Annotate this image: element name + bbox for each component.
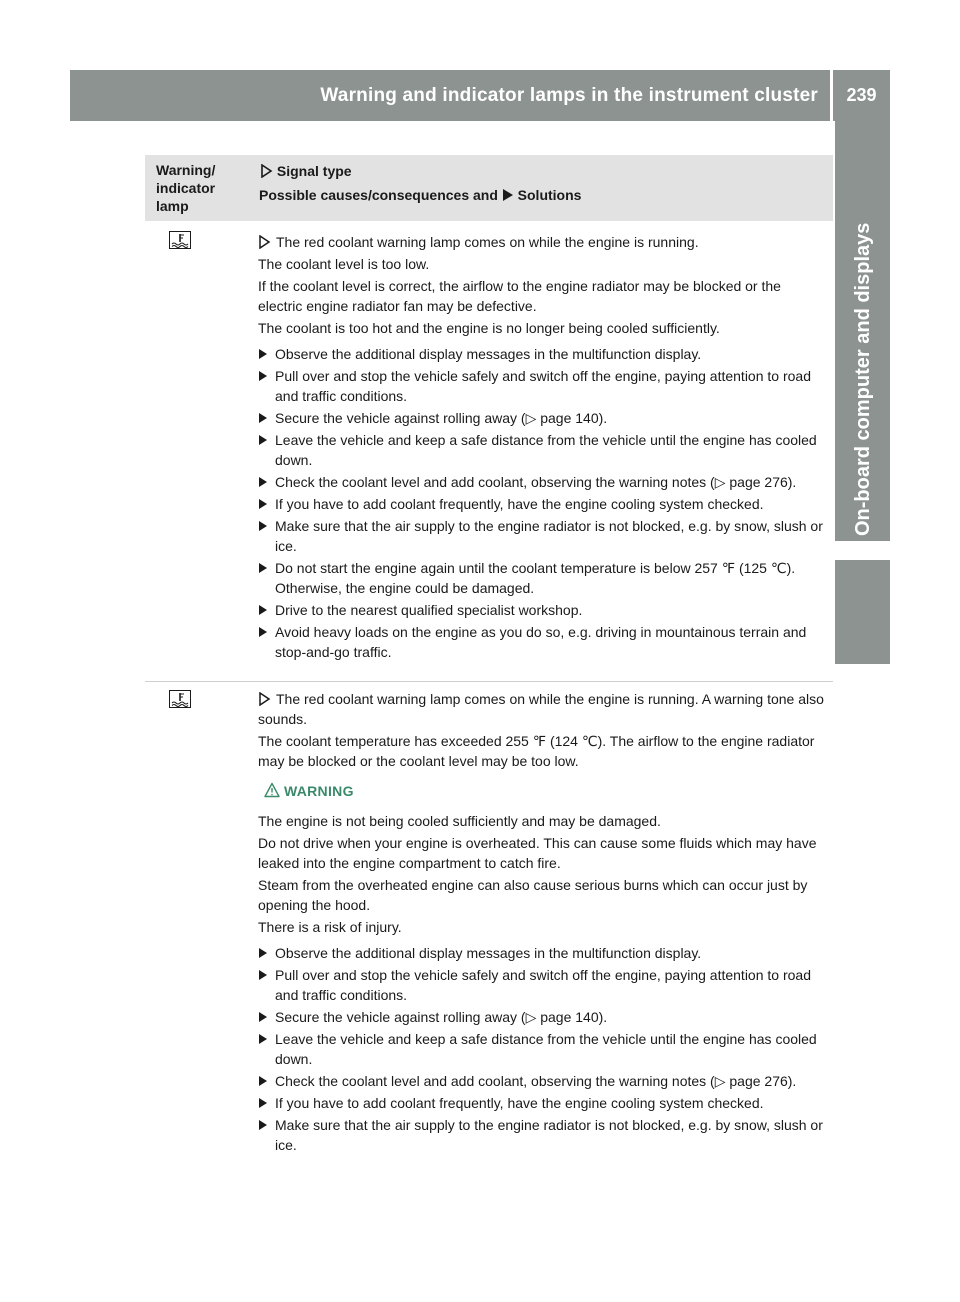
warning-heading: WARNING [258, 781, 828, 801]
action-arrow-icon [259, 435, 267, 445]
action-arrow-icon [259, 1012, 267, 1022]
action-arrow-icon [259, 1120, 267, 1130]
cause-text: The coolant is too hot and the engine is no longer being cooled sufficiently. [258, 320, 720, 336]
solution-step: Make sure that the air supply to the engine radiator is not blocked, e.g. by snow, slush or ice. [258, 516, 828, 556]
warning-text: Do not drive when your engine is overheated. This can cause some fluids which may have leaked into the engine compartment to catch fire. [258, 835, 817, 871]
coolant-temperature-icon [169, 690, 191, 708]
solution-step: Observe the additional display messages in the multifunction display. [258, 943, 828, 963]
solution-step: Check the coolant level and add coolant, observing the warning notes (▷ page 276). [258, 472, 828, 492]
cause-text: The coolant level is too low. [258, 256, 430, 272]
solution-step: Leave the vehicle and keep a safe distance from the vehicle until the engine has cooled down. [258, 430, 828, 470]
action-arrow-icon [259, 371, 267, 381]
solution-step: If you have to add coolant frequently, have the engine cooling system checked. [258, 494, 828, 514]
action-arrow-icon [259, 627, 267, 637]
solution-step: Observe the additional display messages in the multifunction display. [258, 344, 828, 364]
side-tab-marker [835, 560, 890, 664]
action-arrow-icon [259, 948, 267, 958]
solution-step: Secure the vehicle against rolling away (▷ page 140). [258, 408, 828, 428]
side-tab-label: On-board computer and displays [852, 222, 874, 536]
solution-step: Pull over and stop the vehicle safely and switch off the engine, paying attention to road and traffic conditions. [258, 366, 828, 406]
signal-type-icon [259, 163, 277, 179]
solution-step: Pull over and stop the vehicle safely and switch off the engine, paying attention to road and traffic conditions. [258, 965, 828, 1005]
table-header-signal [251, 155, 833, 221]
action-arrow-icon [259, 1034, 267, 1044]
solution-step: If you have to add coolant frequently, have the engine cooling system checked. [258, 1093, 828, 1113]
cause-text: The coolant temperature has exceeded 255 ℉ (124 ℃). The airflow to the engine radiator may be blocked or the coolant level may be too low. [258, 733, 815, 769]
warning-text: Steam from the overheated engine can also cause serious burns which can occur just by opening the hood. [258, 877, 808, 913]
table-header-lamp [145, 155, 251, 221]
action-arrow-icon [259, 970, 267, 980]
action-arrow-icon [259, 349, 267, 359]
signal-cell [258, 689, 828, 1157]
action-arrow-icon [259, 499, 267, 509]
warning-text: There is a risk of injury. [258, 919, 402, 935]
page-header [70, 70, 890, 121]
action-arrow-icon [259, 605, 267, 615]
solutions-header: Possible causes/consequences and Solutions [259, 187, 582, 203]
solution-step: Do not start the engine again until the coolant temperature is below 257 ℉ (125 ℃). Otherwise, the engine could be damaged. [258, 558, 828, 598]
coolant-temperature-icon [169, 231, 191, 249]
page-number: 239 [846, 85, 877, 105]
solutions-arrow-icon [502, 187, 518, 203]
action-arrow-icon [259, 1076, 267, 1086]
action-arrow-icon [259, 413, 267, 423]
action-arrow-icon [259, 563, 267, 573]
signal-cell [258, 232, 828, 664]
signal-type-icon [258, 689, 276, 709]
warning-text: The engine is not being cooled sufficiently and may be damaged. [258, 813, 661, 829]
solution-step: Secure the vehicle against rolling away (▷ page 140). [258, 1007, 828, 1027]
action-arrow-icon [259, 477, 267, 487]
signal-description: The red coolant warning lamp comes on while the engine is running. [258, 232, 828, 252]
solution-step: Avoid heavy loads on the engine as you do so, e.g. driving in mountainous terrain and stop-and-go traffic. [258, 622, 828, 662]
page-title: Warning and indicator lamps in the instrument cluster [320, 85, 818, 106]
warning-triangle-icon [264, 782, 280, 798]
solution-step: Leave the vehicle and keep a safe distance from the vehicle until the engine has cooled down. [258, 1029, 828, 1069]
table-row [145, 681, 833, 1153]
cause-text: If the coolant level is correct, the airflow to the engine radiator may be blocked or the electric engine radiator fan may be defective. [258, 278, 781, 314]
solution-step: Check the coolant level and add coolant, observing the warning notes (▷ page 276). [258, 1071, 828, 1091]
signal-description: The red coolant warning lamp comes on while the engine is running. A warning tone also sounds. [258, 691, 824, 727]
signal-type-icon [258, 232, 276, 252]
signal-type-header: Signal type [259, 162, 352, 180]
action-arrow-icon [259, 1098, 267, 1108]
solution-step: Make sure that the air supply to the engine radiator is not blocked, e.g. by snow, slush or ice. [258, 1115, 828, 1155]
action-arrow-icon [259, 521, 267, 531]
lamp-column-header: Warning/ indicator lamp [156, 162, 216, 214]
solution-step: Drive to the nearest qualified specialist workshop. [258, 600, 828, 620]
